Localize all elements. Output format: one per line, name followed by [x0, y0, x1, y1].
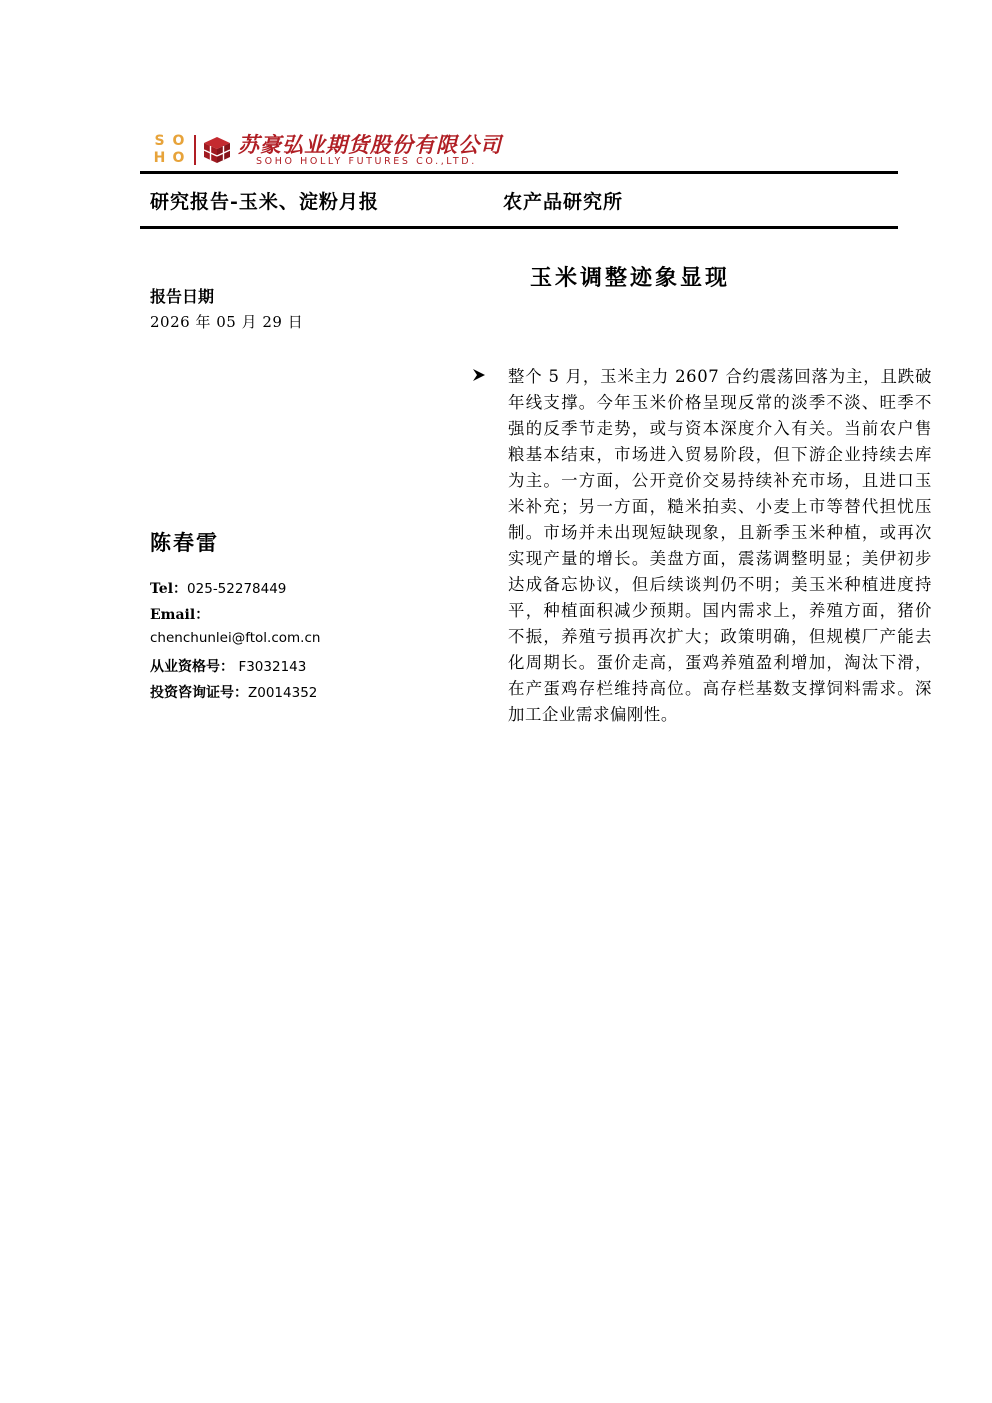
report-type: 研究报告-玉米、淀粉月报: [150, 191, 379, 213]
institute-name: 农产品研究所: [503, 191, 624, 213]
email-label: Email：: [150, 607, 210, 623]
logo-letter: H: [153, 150, 166, 166]
author-certificate: [150, 682, 317, 702]
certificate-label: 投资咨询证号：: [150, 685, 248, 701]
logo-letter: S: [154, 133, 165, 149]
tel-value: 025-52278449: [187, 581, 287, 597]
logo-letter: O: [172, 133, 185, 149]
company-name-en: SOHO HOLLY FUTURES CO.,LTD.: [256, 155, 477, 167]
certificate-value: Z0014352: [248, 685, 318, 701]
author-name: 陈春雷: [150, 530, 219, 555]
logo-letter: O: [172, 150, 185, 166]
qualification-value: F3032143: [238, 659, 307, 675]
report-title: 玉米调整迹象显现: [530, 265, 731, 291]
soho-logo-mark: [150, 133, 190, 167]
qualification-label: 从业资格号：: [150, 659, 234, 675]
company-name-cn: 苏豪弘业期货股份有限公司: [238, 131, 502, 157]
logo-divider: [194, 135, 196, 165]
author-qualification: [150, 656, 306, 676]
report-date-value: 2026 年 05 月 29 日: [150, 313, 304, 331]
author-email-label: [150, 604, 209, 624]
summary-paragraph: 整个 5 月，玉米主力 2607 合约震荡回落为主，且跌破年线支撑。今年玉米价格呈现反常的淡季不淡、旺季不强的反季节走势，或与资本深度介入有关。当前农户售粮基本结束，市场进入贸易阶段，但下游企业持续去库为主。一方面，公开竞价交易持续补充市场，且进口玉米补充；另一方面，糙米拍卖、小麦上市等替代担忧压制。市场并未出现短缺现象，且新季玉米种植，或再次实现产量的增长。美盘方面，震荡调整明显；美伊初步达成备忘协议，但后续谈判仍不明；美玉米种植进度持平，种植面积减少预期。国内需求上，养殖方面，猪价不振，养殖亏损再次扩大；政策明确，但规模厂产能去化周期长。蛋价走高，蛋鸡养殖盈利增加，淘汰下滑，在产蛋鸡存栏维持高位。高存栏基数支撑饲料需求。深加工企业需求偏刚性。: [508, 367, 932, 724]
report-date-label: 报告日期: [150, 287, 215, 306]
author-email: [150, 630, 320, 646]
header-rule-bottom: [140, 226, 898, 229]
arrow-bullet-icon: [472, 368, 486, 382]
author-tel: [150, 578, 286, 598]
header-rule-top: [140, 171, 898, 174]
email-value: chenchunlei@ftol.com.cn: [150, 630, 321, 646]
company-logo: [150, 132, 502, 168]
tel-label: Tel：: [150, 581, 188, 597]
cube-logo-icon: [202, 135, 232, 165]
